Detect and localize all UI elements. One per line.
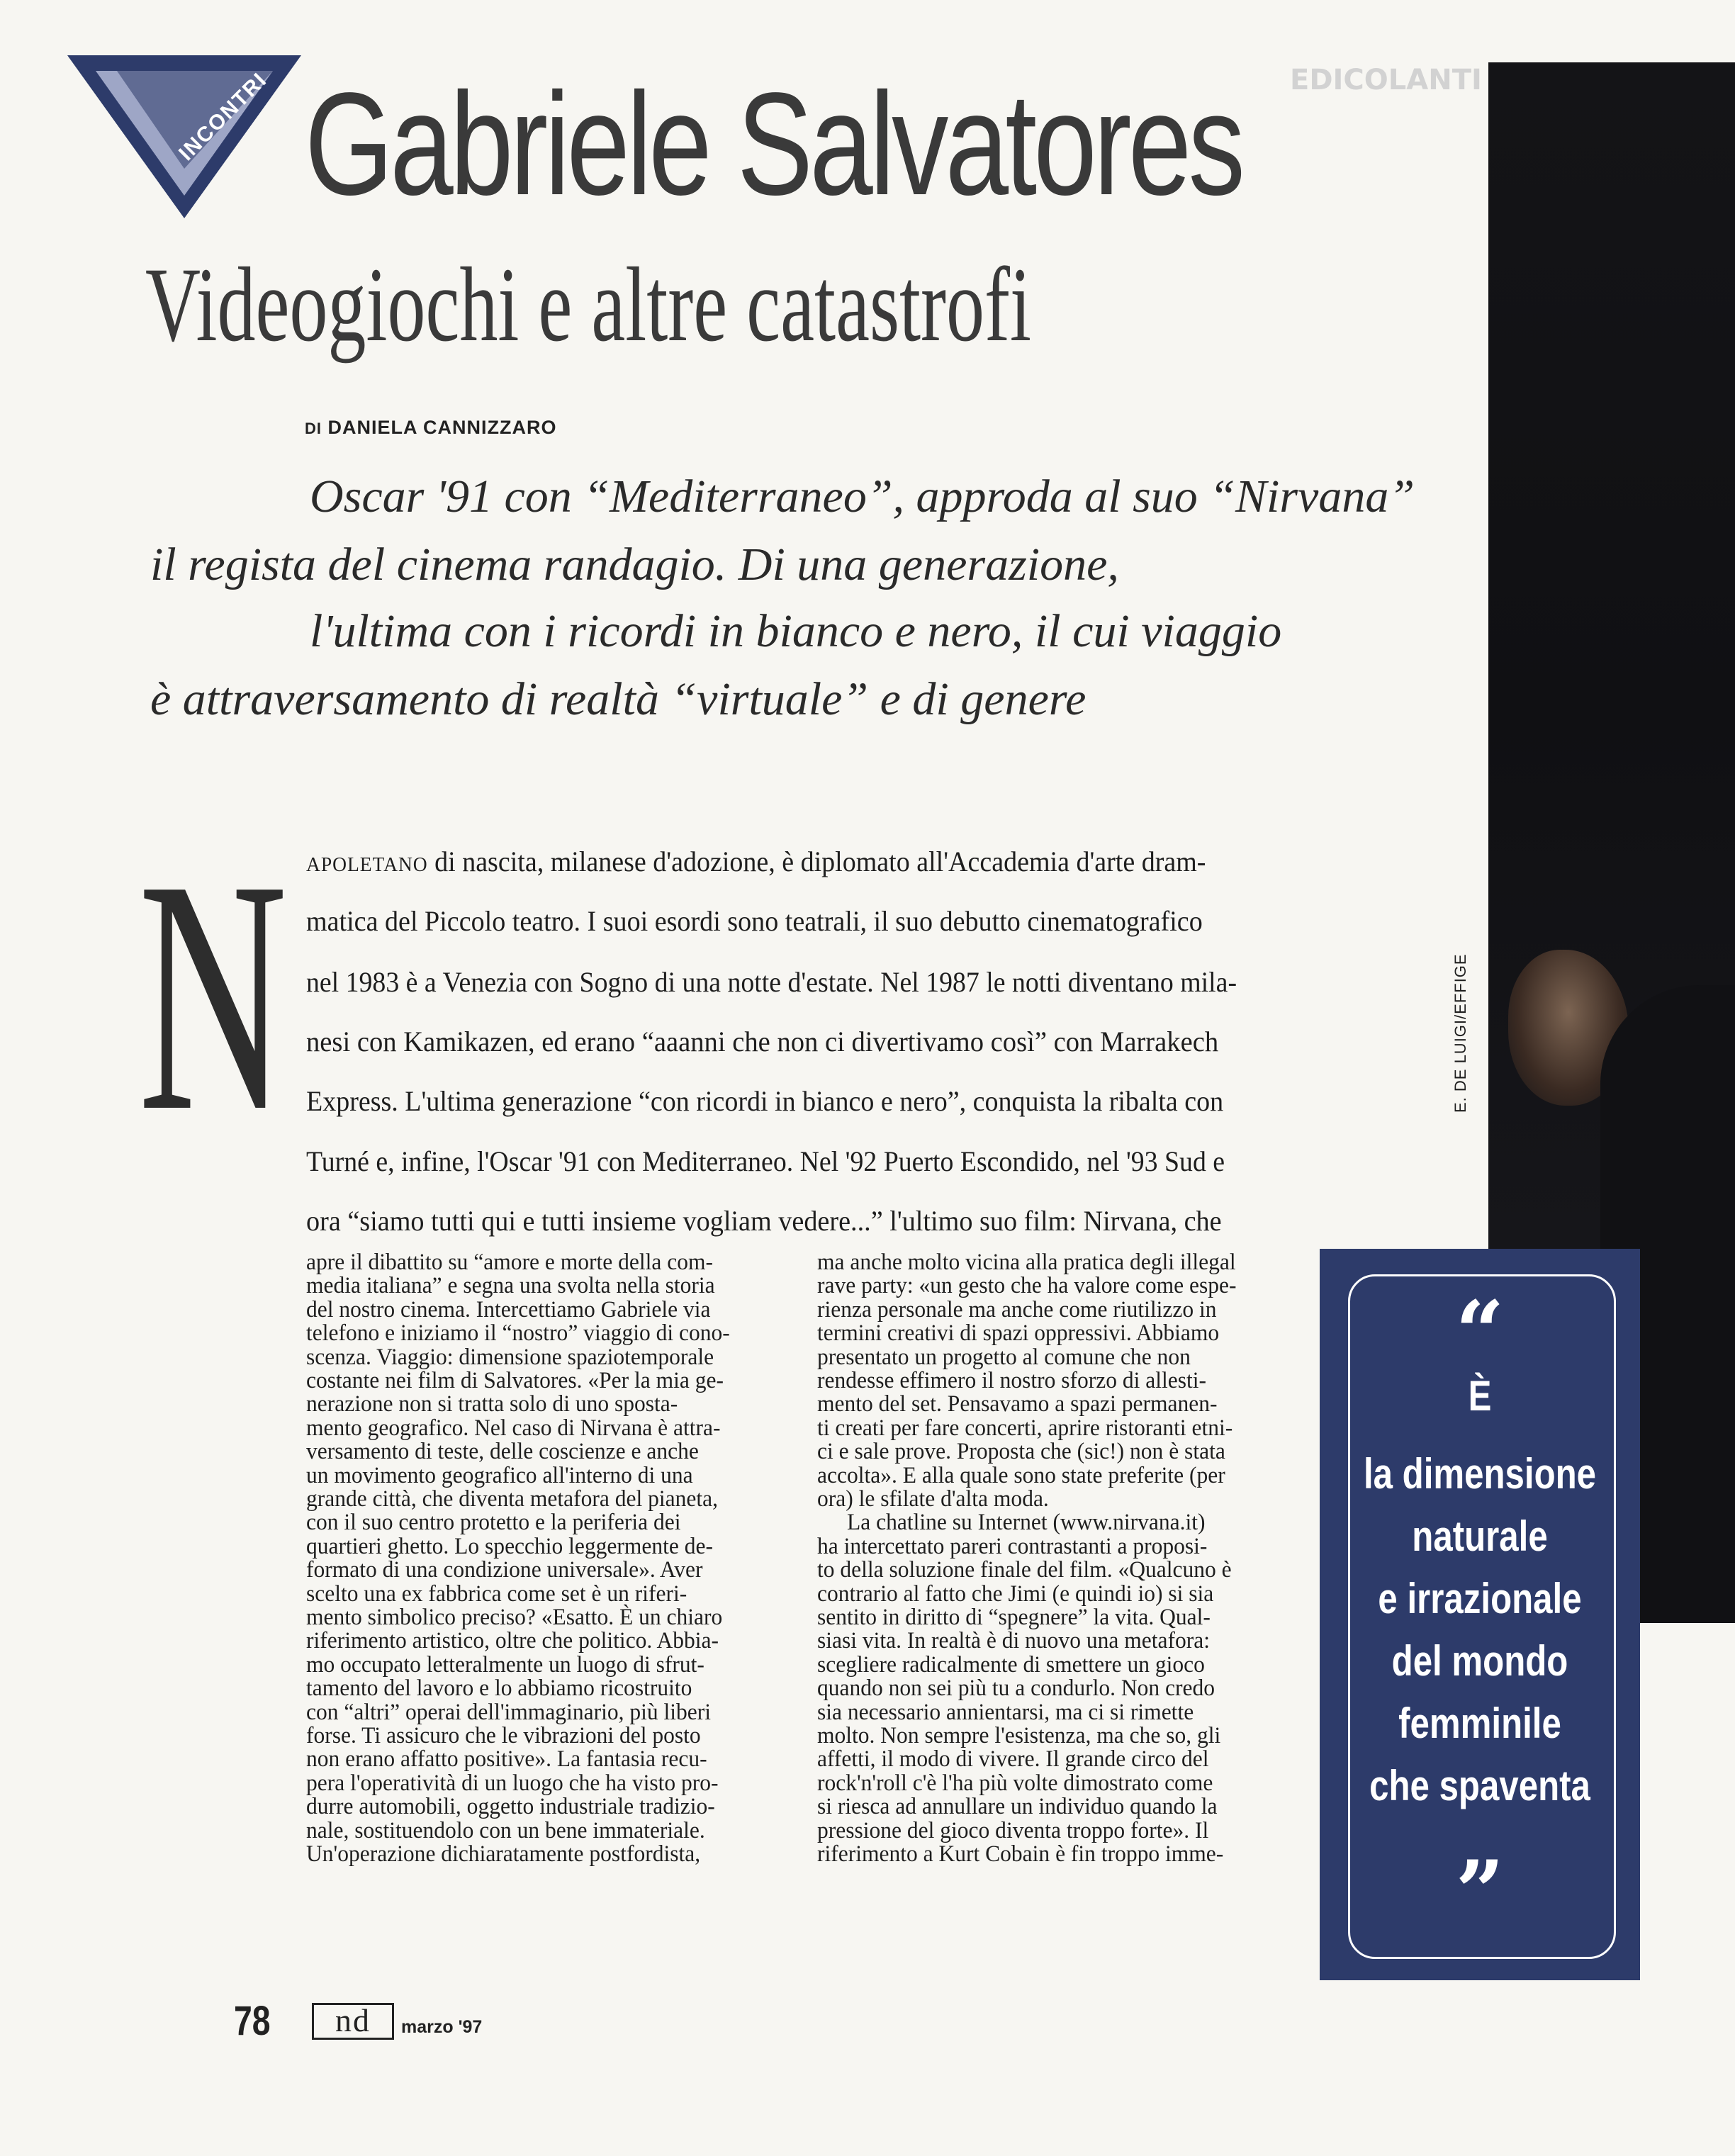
body-line: forse. Ti assicuro che le vibrazioni del posto	[306, 1723, 701, 1748]
byline	[305, 417, 557, 439]
body-line: si riesca ad annullare un individuo quando la	[817, 1794, 1218, 1820]
intro-line-rest: di nascita, milanese d'adozione, è diplomato all'Accademia d'arte dram-	[427, 846, 1206, 877]
issue-date: marzo '97	[401, 2017, 483, 2037]
body-line: con il suo centro protetto e la periferia dei	[306, 1510, 681, 1536]
body-line: riferimento artistico, oltre che politico. Abbia-	[306, 1628, 719, 1654]
pull-quote-close-mark: ”	[1455, 1842, 1505, 1942]
intro-line	[306, 848, 1206, 876]
deck-line: l'ultima con i ricordi in bianco e nero, il cui viaggio	[310, 605, 1282, 657]
pull-quote-line: naturale	[1412, 1512, 1548, 1560]
pull-quote-line: femminile	[1398, 1700, 1561, 1747]
body-line: costante nei film di Salvatores. «Per la mia ge-	[306, 1368, 724, 1393]
body-line: rock'n'roll c'è l'ha più volte dimostrato come	[817, 1770, 1213, 1796]
body-line: scegliere radicalmente di smettere un gioco	[817, 1651, 1205, 1678]
body-line: mo occupato letteralmente un luogo di sfrut-	[306, 1651, 704, 1678]
body-line: La chatline su Internet (www.nirvana.it)	[847, 1510, 1206, 1536]
body-line: versamento di teste, delle coscienze e anche	[306, 1439, 699, 1465]
photo-credit: E. DE LUIGI/EFFIGE	[1452, 953, 1469, 1113]
body-line: riferimento a Kurt Cobain è fin troppo imme-	[817, 1841, 1224, 1867]
background-show-through: EDICOLANTI	[1290, 64, 1482, 96]
pull-quote-line: la dimensione	[1363, 1450, 1597, 1498]
deck-line: il regista del cinema randagio. Di una generazione,	[150, 539, 1119, 590]
body-line: un movimento geografico all'interno di una	[306, 1462, 693, 1488]
page-number: 78	[234, 1998, 271, 2044]
body-line: to della soluzione finale del film. «Qualcuno è	[817, 1557, 1232, 1583]
byline-prefix: DI	[305, 420, 322, 437]
body-line: pera l'operatività di un luogo che ha visto pro-	[306, 1770, 719, 1796]
body-line: con “altri” operai dell'immaginario, più liberi	[306, 1699, 712, 1725]
body-line: Un'operazione dichiaratamente postfordista,	[306, 1841, 701, 1867]
body-line: ma anche molto vicina alla pratica degli illegal	[817, 1250, 1236, 1275]
body-line: quartieri ghetto. Lo specchio leggermente de-	[306, 1533, 714, 1559]
body-line: formato di una condizione universale». Aver	[306, 1557, 703, 1583]
intro-line: Turné e, infine, l'Oscar '91 con Mediterraneo. Nel '92 Puerto Escondido, nel '93 Sud e	[306, 1145, 1225, 1177]
body-line: tamento del lavoro e lo abbiamo ricostruito	[306, 1675, 692, 1702]
body-line: quando non sei più tu a condurlo. Non credo	[817, 1675, 1215, 1702]
body-line: durre automobili, oggetto industriale tradizio-	[306, 1794, 715, 1820]
body-line: non erano affatto positive». La fantasia recu-	[306, 1746, 707, 1773]
intro-line: nel 1983 è a Venezia con Sogno di una notte d'estate. Nel 1987 le notti diventano mila-	[306, 966, 1237, 998]
body-line: affetti, il modo di vivere. Il grande circo del	[817, 1746, 1209, 1773]
body-line: ha intercettato pareri contrastanti a proposi-	[817, 1533, 1208, 1559]
intro-line: matica del Piccolo teatro. I suoi esordi sono teatrali, il suo debutto cinematografico	[306, 905, 1203, 937]
body-line: ci e sale prove. Proposta che (sic!) non è stata	[817, 1439, 1225, 1465]
body-line: scelto una ex fabbrica come set è un riferi-	[306, 1580, 687, 1607]
pull-quote-open-mark: “	[1455, 1282, 1505, 1382]
body-line: grande città, che diventa metafora del pianeta,	[306, 1486, 718, 1512]
body-line: siasi vita. In realtà è di nuovo una metafora:	[817, 1628, 1210, 1654]
magazine-logo: nd	[312, 2003, 394, 2040]
body-line: rave party: «un gesto che ha valore come espe-	[817, 1273, 1237, 1299]
section-tag: INCONTRI	[174, 68, 272, 166]
intro-first-word: APOLETANO	[306, 853, 428, 876]
pull-quote-line: che spaventa	[1369, 1762, 1590, 1809]
body-line: sentito in diritto di “spegnere” la vita. Qual-	[817, 1605, 1211, 1630]
body-line: scenza. Viaggio: dimensione spaziotemporale	[306, 1344, 714, 1370]
body-line: pressione del gioco diventa troppo forte». Il	[817, 1817, 1209, 1843]
body-line: rendesse effimero il nostro sforzo di allesti-	[817, 1368, 1207, 1393]
body-line: apre il dibattito su “amore e morte della com-	[306, 1250, 714, 1275]
subheadline: Videogiochi e altre catastrofi	[145, 246, 1031, 364]
body-line: nerazione non si tratta solo di uno sposta-	[306, 1391, 678, 1417]
body-line: media italiana” e segna una svolta nella storia	[306, 1273, 715, 1299]
body-line: nale, sostituendolo con un bene immateriale.	[306, 1817, 705, 1843]
headline: Gabriele Salvatores	[305, 62, 1242, 225]
body-line: rienza personale ma anche come riutilizzo in	[817, 1296, 1217, 1323]
body-line: accolta». E alla quale sono state preferite (per	[817, 1462, 1225, 1488]
byline-author: DANIELA CANNIZZARO	[327, 417, 557, 438]
pull-quote-line: del mondo	[1391, 1637, 1568, 1685]
intro-line: nesi con Kamikazen, ed erano “aaanni che non ci divertivamo così” con Marrakech	[306, 1026, 1219, 1057]
body-line: termini creativi di spazi oppressivi. Abbiamo	[817, 1320, 1220, 1347]
body-line: mento del set. Pensavamo a spazi permanen-	[817, 1391, 1218, 1417]
body-line: ti creati per fare concerti, aprire ristoranti etni-	[817, 1415, 1233, 1441]
body-line: molto. Non sempre l'esistenza, ma che so, gli	[817, 1723, 1221, 1748]
drop-cap: N	[138, 811, 288, 1180]
body-line: telefono e iniziamo il “nostro” viaggio di cono-	[306, 1320, 730, 1347]
body-line: sia necessario annientarsi, ma ci si rimette	[817, 1699, 1194, 1725]
intro-line: ora “siamo tutti qui e tutti insieme vogliam vedere...” l'ultimo suo film: Nirvana, che	[306, 1205, 1222, 1237]
intro-line: Express. L'ultima generazione “con ricordi in bianco e nero”, conquista la ribalta con	[306, 1085, 1224, 1117]
deck-line: Oscar '91 con “Mediterraneo”, approda al suo “Nirvana”	[310, 471, 1415, 522]
pull-quote-line: e irrazionale	[1378, 1575, 1582, 1622]
body-line: mento geografico. Nel caso di Nirvana è attra-	[306, 1415, 721, 1441]
body-line: presentato un progetto al comune che non	[817, 1344, 1191, 1370]
deck-line: è attraversamento di realtà “virtuale” e di genere	[150, 673, 1087, 725]
body-line: ora) le sfilate d'alta moda.	[817, 1486, 1049, 1512]
pull-quote-line: È	[1468, 1372, 1492, 1420]
body-line: contrario al fatto che Jimi (e quindi io) si sia	[817, 1580, 1214, 1607]
body-line: del nostro cinema. Intercettiamo Gabriele via	[306, 1296, 711, 1323]
body-line: mento simbolico preciso? «Esatto. È un chiaro	[306, 1605, 723, 1630]
